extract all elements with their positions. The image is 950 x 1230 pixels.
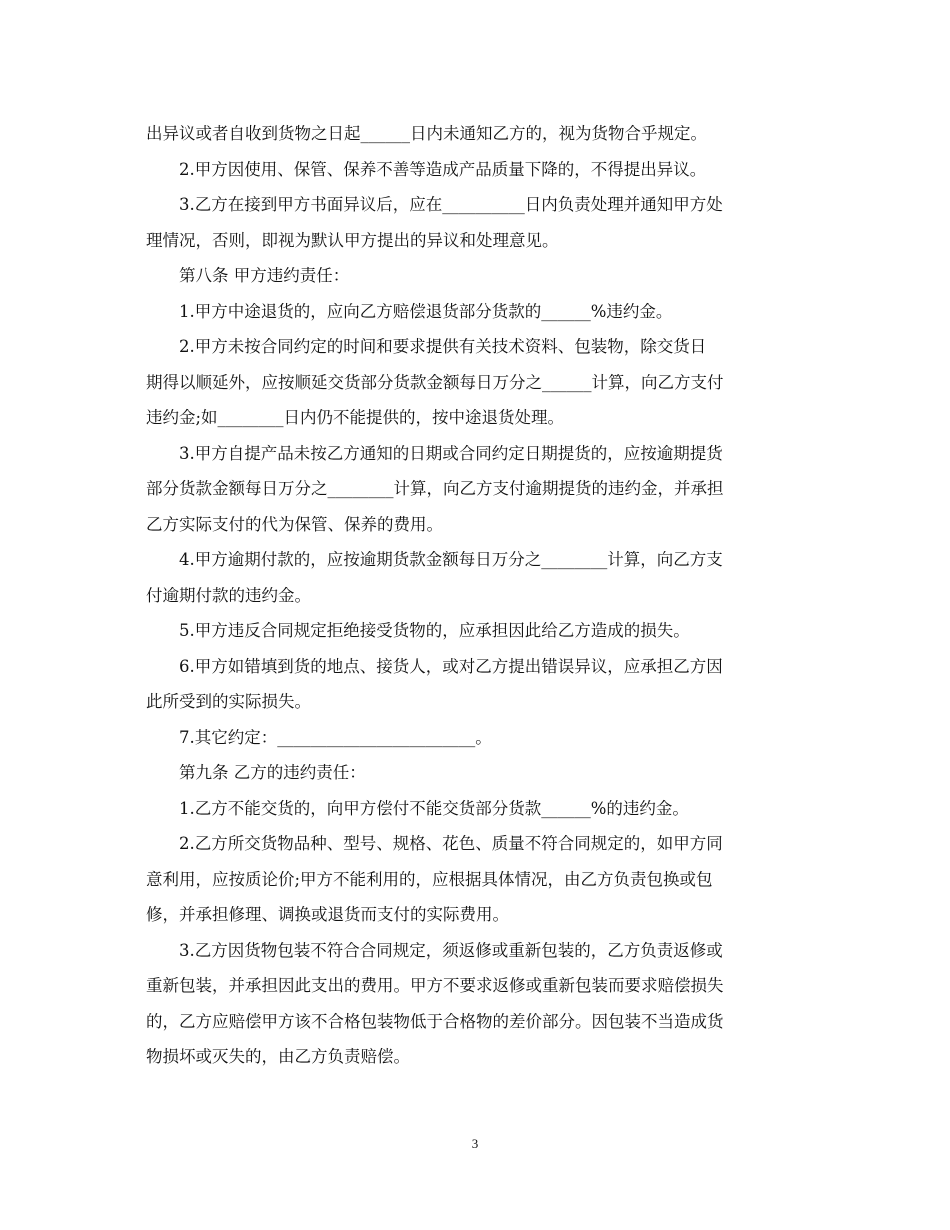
text-line: 的，乙方应赔偿甲方该不合格包装物低于合格物的差价部分。因包装不当造成货	[146, 1011, 724, 1031]
text-line: 3.乙方在接到甲方书面异议后，应在__________日内负责处理并通知甲方处	[146, 195, 723, 214]
paragraph	[146, 755, 806, 791]
text-line: 第八条 甲方违约责任：	[146, 266, 350, 285]
text-line: 7.其它约定：________________________。	[146, 727, 492, 747]
text-line: 付逾期付款的违约金。	[146, 585, 311, 605]
text-line: 2.甲方因使用、保管、保养不善等造成产品质量下降的，不得提出异议。	[146, 159, 707, 179]
text-line: 2.乙方所交货物品种、型号、规格、花色、质量不符合同规定的，如甲方同	[146, 834, 723, 853]
text-line: 物损坏或灭失的，由乙方负责赔偿。	[146, 1047, 410, 1066]
paragraph	[146, 720, 806, 756]
text-line: 理情况，否则，即视为默认甲方提出的异议和处理意见。	[146, 230, 559, 250]
paragraph	[146, 791, 806, 827]
text-line: 4.甲方逾期付款的，应按逾期货款金额每日万分之________计算，向乙方支	[146, 550, 723, 569]
text-line: 修，并承担修理、调换或退货而支付的实际费用。	[146, 905, 509, 924]
text-line: 3.甲方自提产品未按乙方通知的日期或合同约定日期提货的，应按逾期提货	[146, 443, 723, 463]
paragraph	[146, 294, 806, 330]
paragraph	[146, 187, 806, 258]
paragraph	[146, 436, 806, 543]
text-line: 部分货款金额每日万分之________计算，向乙方支付逾期提货的违约金，并承担	[146, 479, 724, 498]
document-body	[146, 116, 806, 1075]
text-line: 2.甲方未按合同约定的时间和要求提供有关技术资料、包装物，除交货日	[146, 337, 707, 356]
paragraph	[146, 116, 806, 152]
paragraph	[146, 329, 806, 436]
paragraph	[146, 649, 806, 720]
text-line: 6.甲方如错填到货的地点、接货人，或对乙方提出错误异议，应承担乙方因	[146, 656, 723, 676]
text-line: 1.乙方不能交货的，向甲方偿付不能交货部分货款______%的违约金。	[146, 798, 689, 818]
text-line: 意利用，应按质论价;甲方不能利用的，应根据具体情况，由乙方负责包换或包	[146, 869, 713, 889]
text-line: 违约金;如________日内仍不能提供的，按中途退货处理。	[146, 408, 565, 427]
paragraph	[146, 613, 806, 649]
text-line: 期得以顺延外，应按顺延交货部分货款金额每日万分之______计算，向乙方支付	[146, 372, 724, 392]
text-line: 5.甲方违反合同规定拒绝接受货物的，应承担因此给乙方造成的损失。	[146, 621, 690, 640]
page-number: 3	[471, 1136, 479, 1151]
paragraph	[146, 826, 806, 933]
text-line: 3.乙方因货物包装不符合合同规定，须返修或重新包装的，乙方负责返修或	[146, 940, 723, 960]
paragraph	[146, 152, 806, 188]
paragraph	[146, 258, 806, 294]
text-line: 1.甲方中途退货的，应向乙方赔偿退货部分货款的______%违约金。	[146, 301, 673, 321]
text-line: 此所受到的实际损失。	[146, 692, 311, 711]
paragraph	[146, 542, 806, 613]
text-line: 重新包装，并承担因此支出的费用。甲方不要求返修或重新包装而要求赔偿损失	[146, 976, 724, 995]
text-line: 第九条 乙方的违约责任：	[146, 763, 366, 782]
text-line: 出异议或者自收到货物之日起______日内未通知乙方的，视为货物合乎规定。	[146, 124, 707, 143]
text-line: 乙方实际支付的代为保管、保养的费用。	[146, 514, 443, 534]
paragraph	[146, 933, 806, 1075]
